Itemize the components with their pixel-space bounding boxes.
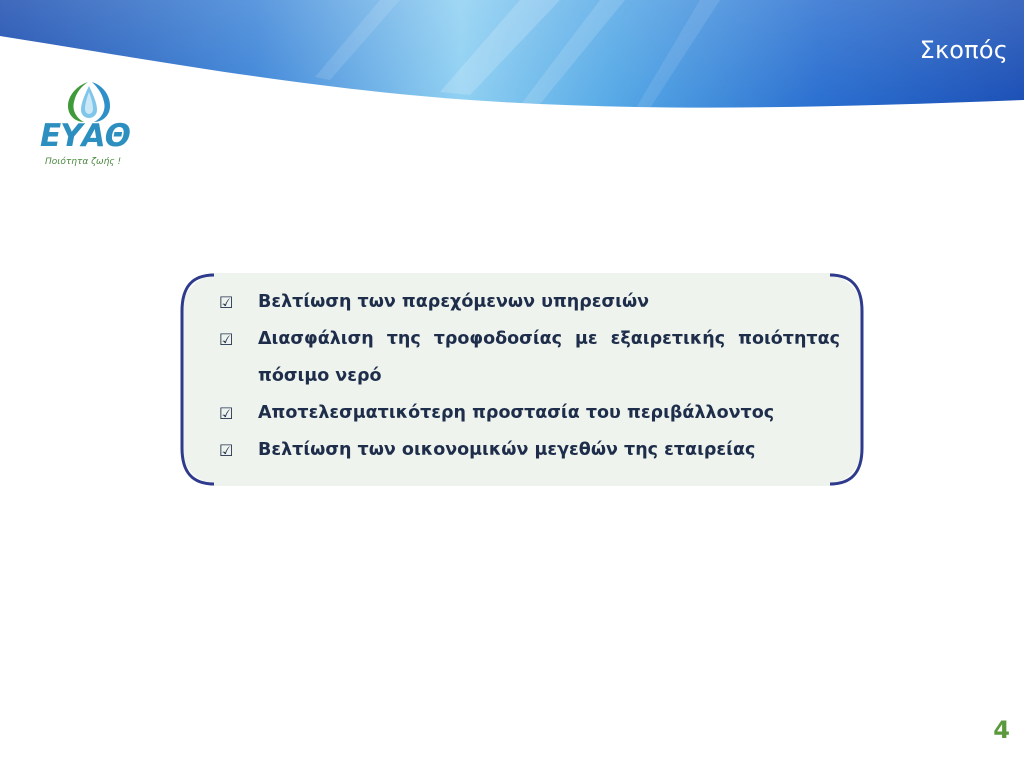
checkbox-checked-icon: ☑ xyxy=(219,441,234,460)
bullet-text: Αποτελεσματικότερη προστασία του περιβάλλοντος xyxy=(258,403,775,423)
list-item xyxy=(216,284,840,321)
checkbox-checked-icon: ☑ xyxy=(219,330,234,349)
list-item xyxy=(216,432,840,469)
logo-wordmark: ΕΥΑΘ xyxy=(40,118,130,154)
bullet-text: Βελτίωση των οικονομικών μεγεθών της εταιρείας xyxy=(258,440,756,460)
checkbox-checked-icon: ☑ xyxy=(219,293,234,312)
checkbox-checked-icon: ☑ xyxy=(219,404,234,423)
logo-tagline: Ποιότητα ζωής ! xyxy=(45,157,122,167)
slide-title: Σκοπός xyxy=(919,36,1008,64)
list-item xyxy=(216,395,840,432)
bullet-text: Βελτίωση των παρεχόμενων υπηρεσιών xyxy=(258,292,650,312)
header-banner xyxy=(0,0,1024,120)
page-number: 4 xyxy=(993,716,1010,744)
objectives-list xyxy=(216,284,840,469)
bullet-text: Διασφάλιση της τροφοδοσίας με εξαιρετικής ποιότητας πόσιμο νερό xyxy=(258,329,840,386)
list-item xyxy=(216,321,840,395)
